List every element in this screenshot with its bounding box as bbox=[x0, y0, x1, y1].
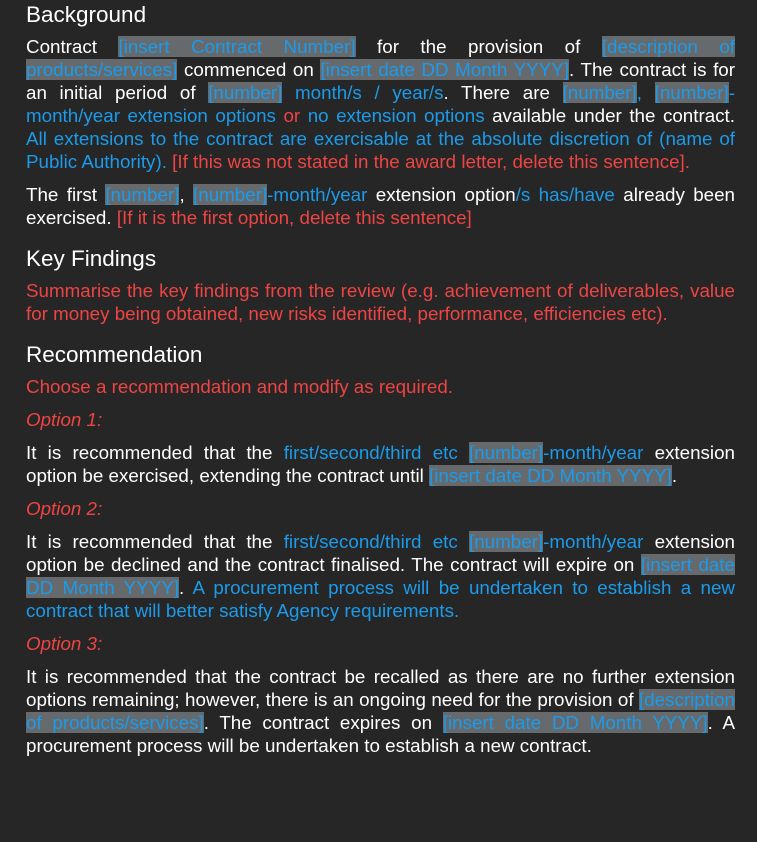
guidance-text: A procurement process will be undertaken to establish a new contract that will better satisfy Agency requirements. bbox=[26, 577, 735, 621]
text: . The contract is for an initial period of bbox=[26, 59, 736, 103]
text: . bbox=[671, 465, 678, 486]
text: . The contract expires on bbox=[203, 712, 443, 733]
instruction-text: [If it is the first option, delete this sentence] bbox=[116, 207, 472, 228]
text: commenced on bbox=[177, 59, 321, 80]
guidance-text: , bbox=[636, 82, 655, 103]
placeholder-date: [insert date DD Month YYYY] bbox=[442, 712, 708, 733]
placeholder-number: [number] bbox=[562, 82, 637, 103]
heading-background: Background bbox=[26, 2, 147, 27]
guidance-text: no extension options bbox=[307, 105, 485, 126]
text: for the provision of bbox=[355, 36, 602, 57]
guidance-text: All extensions to the contract are exercisable at the absolute discretion of (name of Public Authority). bbox=[26, 128, 735, 172]
background-paragraph-1 bbox=[26, 35, 735, 173]
placeholder-number: [number] bbox=[469, 531, 544, 552]
guidance-text: -month/year bbox=[267, 184, 368, 205]
placeholder-date: [insert date DD Month YYYY] bbox=[320, 59, 569, 80]
placeholder-description: [description of products/services] bbox=[26, 689, 735, 733]
option-2-paragraph bbox=[26, 530, 735, 622]
heading-recommendation: Recommendation bbox=[26, 342, 203, 367]
guidance-text: first/second/third etc bbox=[283, 531, 470, 552]
option-1-paragraph bbox=[26, 441, 735, 487]
text: . bbox=[179, 577, 193, 598]
text: It is recommended that the contract be recalled as there are no further extension options remaining; however, there is an ongoing need for the provision of bbox=[26, 666, 735, 710]
placeholder-number: [number] bbox=[208, 82, 283, 103]
option-2-label: Option 2: bbox=[26, 498, 103, 519]
key-findings-instruction: Summarise the key findings from the review (e.g. achievement of deliverables, value for money being obtained, new risks identified, performance, efficiencies etc). bbox=[26, 280, 735, 324]
instruction-text: or bbox=[275, 105, 308, 126]
text: already been exercised. bbox=[26, 184, 735, 228]
heading-key-findings: Key Findings bbox=[26, 246, 157, 271]
placeholder-number: [number] bbox=[469, 442, 544, 463]
placeholder-date: [insert date DD Month YYYY] bbox=[429, 465, 672, 486]
text: extension option be declined and the contract finalised. The contract will expire on bbox=[26, 531, 735, 575]
option-1-label: Option 1: bbox=[26, 409, 103, 430]
placeholder-number: [number] bbox=[654, 82, 729, 103]
guidance-text: -month/year extension options bbox=[26, 82, 735, 126]
guidance-text: -month/year bbox=[543, 442, 644, 463]
option-3-paragraph bbox=[26, 665, 735, 757]
placeholder-date: [insert date DD Month YYYY] bbox=[26, 554, 735, 598]
text: , bbox=[179, 184, 194, 205]
option-3-label: Option 3: bbox=[26, 633, 103, 654]
placeholder-contract-number: [insert Contract Number] bbox=[118, 36, 356, 57]
text: . A procurement process will be undertaken to establish a new contract. bbox=[26, 712, 736, 756]
placeholder-number: [number] bbox=[193, 184, 268, 205]
text: It is recommended that the bbox=[26, 442, 284, 463]
text: Contract bbox=[26, 36, 119, 57]
text: extension option be exercised, extending the contract until bbox=[26, 442, 735, 486]
text: . There are bbox=[443, 82, 563, 103]
guidance-text: /s has/have bbox=[515, 184, 615, 205]
background-paragraph-2 bbox=[26, 183, 735, 229]
text: extension option bbox=[367, 184, 516, 205]
text: available under the contract. bbox=[484, 105, 735, 126]
guidance-text: month/s / year/s bbox=[282, 82, 444, 103]
placeholder-number: [number] bbox=[105, 184, 180, 205]
text: It is recommended that the bbox=[26, 531, 284, 552]
recommendation-intro: Choose a recommendation and modify as required. bbox=[26, 376, 453, 397]
guidance-text: -month/year bbox=[543, 531, 644, 552]
text: The first bbox=[26, 184, 106, 205]
instruction-text: [If this was not stated in the award letter, delete this sentence]. bbox=[166, 151, 690, 172]
guidance-text: first/second/third etc bbox=[283, 442, 470, 463]
placeholder-description: [description of products/services] bbox=[26, 36, 735, 80]
